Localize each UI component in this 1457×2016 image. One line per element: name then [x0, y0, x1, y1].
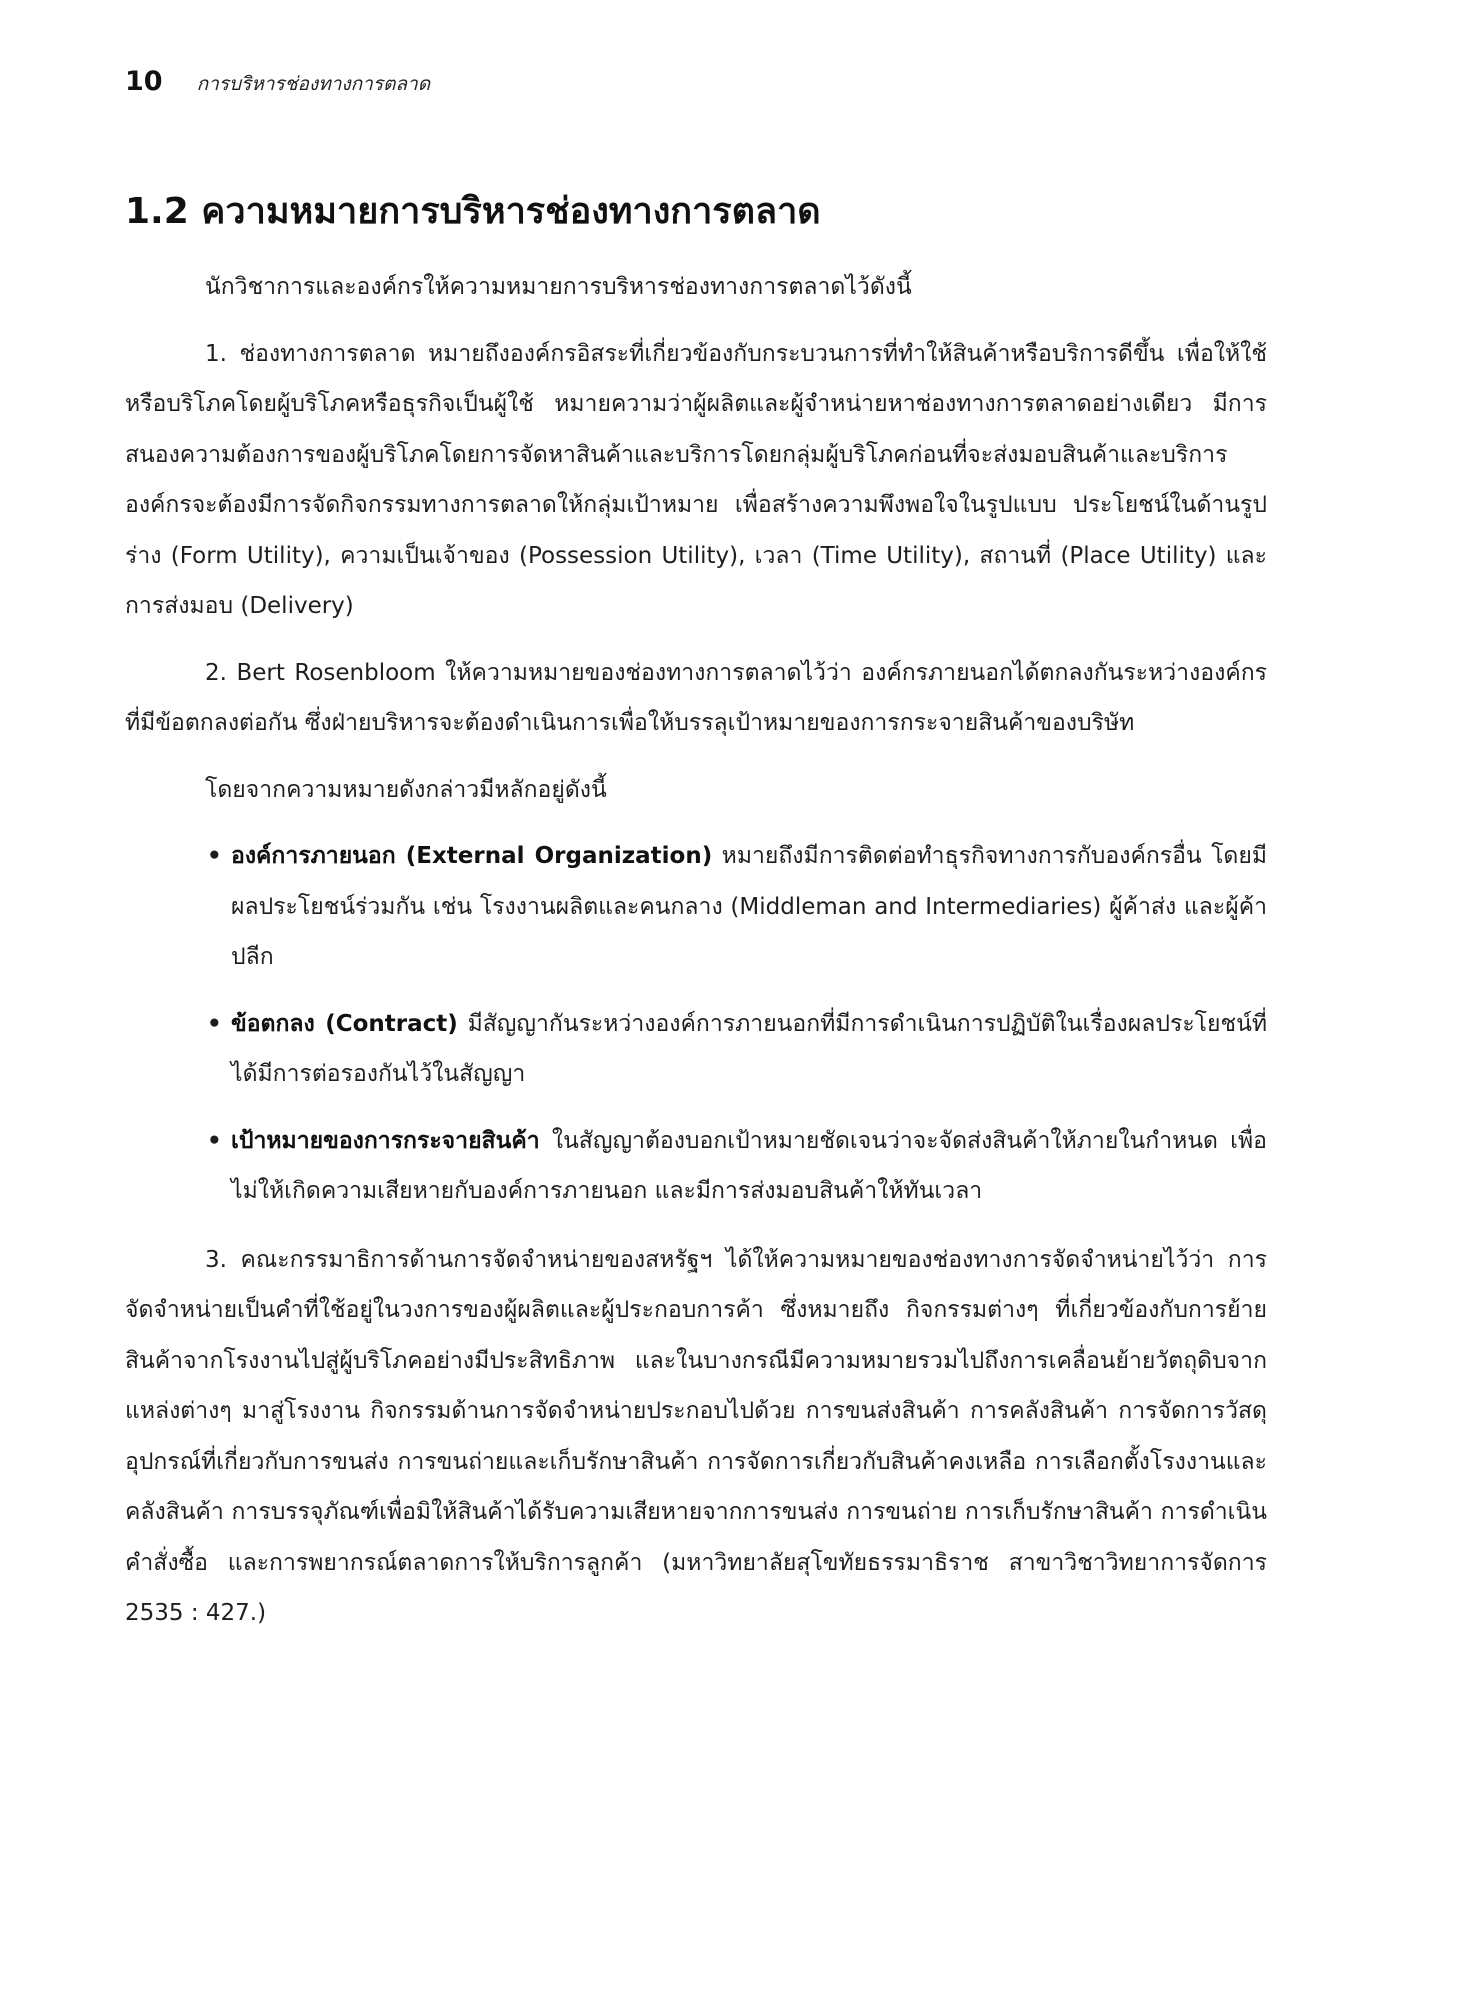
section-title: 1.2 ความหมายการบริหารช่องทางการตลาด — [125, 191, 821, 232]
definition-paragraph-3: 3. คณะกรรมาธิการด้านการจัดจำหน่ายของสหรัฐฯ ได้ให้ความหมายของช่องทางการจัดจำหน่ายไว้ว่า การจัดจำหน่ายเป็นคำที่ใช้อยู่ในวงการของผู้ผลิตและผู้ประกอบการค้า ซึ่งหมายถึง กิจกรรมต่างๆ ที่เกี่ยวข้องกับการย้ายสินค้าจากโรงงานไปสู่ผู้บริโภคอย่างมีประสิทธิภาพ และในบางกรณีมีความหมายรวมไปถึงการเคลื่อนย้ายวัตถุดิบจากแหล่งต่างๆ มาสู่โรงงาน กิจกรรมด้านการจัดจำหน่ายประกอบไปด้วย การขนส่งสินค้า การคลังสินค้า การจัดการวัสดุอุปกรณ์ที่เกี่ยวกับการขนส่ง การขนถ่ายและเก็บรักษาสินค้า การจัดการเกี่ยวกับสินค้าคงเหลือ การเลือกตั้งโรงงานและคลังสินค้า การบรรจุภัณฑ์เพื่อมิให้สินค้าได้รับความเสียหายจากการขนส่ง การขนถ่าย การเก็บรักษาสินค้า การดำเนินคำสั่งซื้อ และการพยากรณ์ตลาดการให้บริการลูกค้า (มหาวิทยาลัยสุโขทัยธรรมาธิราช สาขาวิชาวิทยาการจัดการ 2535 : 427.) — [125, 1246, 1267, 1626]
intro-paragraph: นักวิชาการและองค์กรให้ความหมายการบริหารช่องทางการตลาดไว้ดังนี้ — [205, 274, 912, 300]
body-text — [125, 262, 1267, 1655]
bullet-icon: • — [207, 1010, 222, 1037]
definition-paragraph-2: 2. Bert Rosenbloom ให้ความหมายของช่องทางการตลาดไว้ว่า องค์กรภายนอกได้ตกลงกันระหว่างองค์กรที่มีข้อตกลงต่อกัน ซึ่งฝ่ายบริหารจะต้องดำเนินการเพื่อให้บรรลุเป้าหมายของการกระจายสินค้าของบริษัท — [125, 659, 1267, 736]
bullet-term: ข้อตกลง (Contract) — [231, 1010, 458, 1037]
principles-lead: โดยจากความหมายดังกล่าวมีหลักอยู่ดังนี้ — [205, 776, 607, 803]
running-title: การบริหารช่องทางการตลาด — [196, 73, 431, 95]
list-item — [205, 1116, 1267, 1217]
bullet-term: องค์การภายนอก (External Organization) — [231, 843, 713, 869]
page-number: 10 — [125, 66, 163, 97]
running-header — [125, 66, 430, 99]
bullet-icon: • — [207, 1127, 222, 1154]
principles-list — [125, 831, 1267, 1217]
bullet-text: มีสัญญากันระหว่างองค์การภายนอกที่มีการดำเนินการปฏิบัติในเรื่องผลประโยชน์ที่ได้มีการต่อรองกันไว้ในสัญญา — [231, 1010, 1267, 1087]
list-item — [205, 831, 1267, 983]
list-item — [205, 999, 1267, 1100]
bullet-icon: • — [207, 843, 222, 869]
definition-paragraph-1: 1. ช่องทางการตลาด หมายถึงองค์กรอิสระที่เกี่ยวข้องกับกระบวนการที่ทำให้สินค้าหรือบริการดีขึ้น เพื่อให้ใช้หรือบริโภคโดยผู้บริโภคหรือธุรกิจเป็นผู้ใช้ หมายความว่าผู้ผลิตและผู้จำหน่ายหาช่องทางการตลาดอย่างเดียว มีการสนองความต้องการของผู้บริโภคโดยการจัดหาสินค้าและบริการโดยกลุ่มผู้บริโภคก่อนที่จะส่งมอบสินค้าและบริการ องค์กรจะต้องมีการจัดกิจกรรมทางการตลาดให้กลุ่มเป้าหมาย เพื่อสร้างความพึงพอใจในรูปแบบ ประโยชน์ในด้านรูปร่าง (Form Utility), ความเป็นเจ้าของ (Possession Utility), เวลา (Time Utility), สถานที่ (Place Utility) และการส่งมอบ (Delivery) — [125, 340, 1267, 619]
bullet-text: ในสัญญาต้องบอกเป้าหมายชัดเจนว่าจะจัดส่งสินค้าให้ภายในกำหนด เพื่อไม่ให้เกิดความเสียหายกับองค์การภายนอก และมีการส่งมอบสินค้าให้ทันเวลา — [231, 1127, 1267, 1204]
bullet-term: เป้าหมายของการกระจายสินค้า — [231, 1127, 540, 1154]
bullet-text: หมายถึงมีการติดต่อทำธุรกิจทางการกับองค์กรอื่น โดยมีผลประโยชน์ร่วมกัน เช่น โรงงานผลิตและคนกลาง (Middleman and Intermediaries) ผู้ค้าส่ง และผู้ค้าปลีก — [231, 843, 1267, 970]
